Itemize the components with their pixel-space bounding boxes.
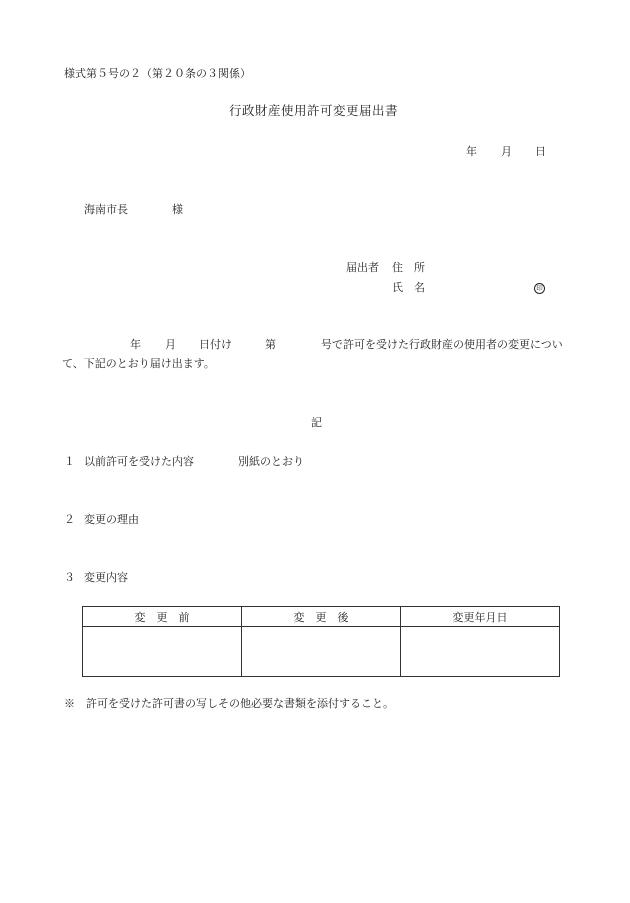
header-change-date: 変更年月日 xyxy=(401,607,560,627)
name-label: 氏 名 xyxy=(392,281,425,294)
body-line2: て、下記のとおり届け出ます。 xyxy=(62,357,215,370)
item-1-number: １ xyxy=(64,455,75,468)
cell-change-date[interactable] xyxy=(401,627,560,677)
item-3-number: ３ xyxy=(64,571,75,584)
addressee-honorific: 様 xyxy=(172,203,183,216)
document-title: 行政財産使用許可変更届出書 xyxy=(229,103,399,118)
ki-heading: 記 xyxy=(311,416,322,429)
item-3-label: 変更内容 xyxy=(84,571,128,584)
attachment-note: ※ 許可を受けた許可書の写しその他必要な書類を添付すること。 xyxy=(64,697,394,710)
change-table-header-row xyxy=(83,607,560,627)
body-day-dated: 日付け xyxy=(199,338,232,351)
body-number-prefix: 第 xyxy=(265,338,276,351)
date-year: 年 xyxy=(466,145,477,158)
change-table xyxy=(82,606,560,677)
seal-mark: 印 xyxy=(534,283,545,294)
notifier-label: 届出者 xyxy=(346,261,379,274)
date-day: 日 xyxy=(535,145,546,158)
form-code: 様式第５号の２（第２０条の３関係） xyxy=(64,67,251,80)
body-line1-rest: 号で許可を受けた行政財産の使用者の変更につい xyxy=(321,338,563,351)
body-month: 月 xyxy=(165,338,176,351)
body-year: 年 xyxy=(130,338,141,351)
item-2-label: 変更の理由 xyxy=(84,513,139,526)
table-row xyxy=(83,627,560,677)
header-before-change: 変 更 前 xyxy=(83,607,242,627)
item-2-number: ２ xyxy=(64,513,75,526)
date-month: 月 xyxy=(501,145,512,158)
header-after-change: 変 更 後 xyxy=(242,607,401,627)
address-label: 住 所 xyxy=(392,261,425,274)
cell-after-change[interactable] xyxy=(242,627,401,677)
item-1-value: 別紙のとおり xyxy=(238,455,304,468)
item-1-label: 以前許可を受けた内容 xyxy=(84,455,194,468)
addressee-name: 海南市長 xyxy=(84,203,128,216)
cell-before-change[interactable] xyxy=(83,627,242,677)
